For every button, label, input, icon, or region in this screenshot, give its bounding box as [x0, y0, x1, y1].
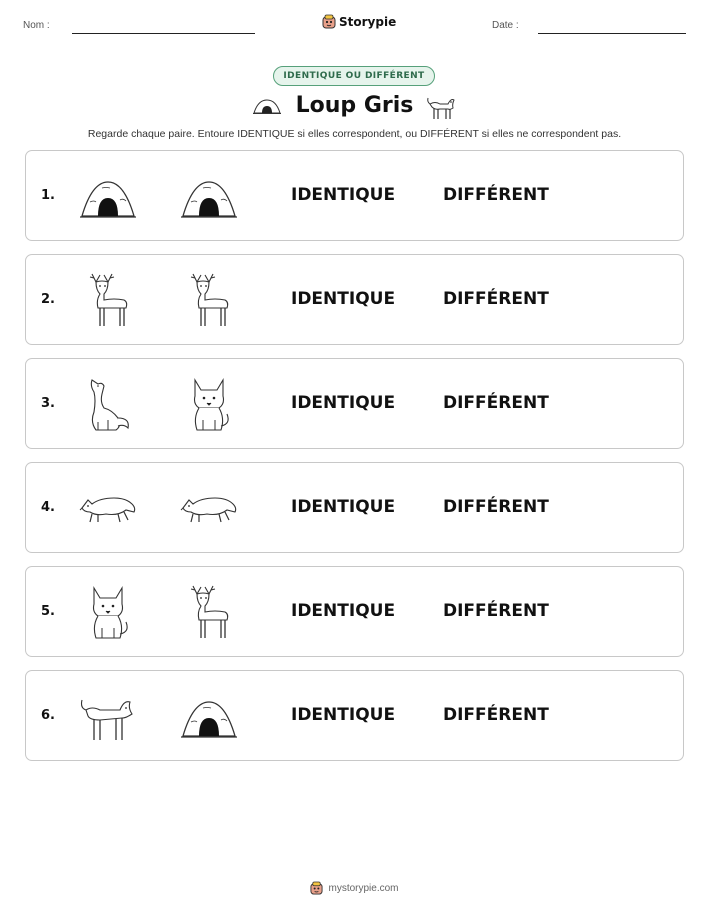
row-number: 1.	[41, 188, 55, 203]
standing-wolf-icon	[426, 92, 458, 122]
pair-row-1	[25, 150, 684, 241]
prowling-wolf-icon	[78, 478, 138, 538]
option-identique[interactable]: IDENTIQUE	[291, 497, 396, 517]
option-different[interactable]: DIFFÉRENT	[443, 601, 549, 621]
brand-name: Storypie	[339, 15, 397, 29]
deer-icon	[179, 270, 239, 330]
row-number: 5.	[41, 604, 55, 619]
row-number: 4.	[41, 500, 55, 515]
deer-icon	[78, 270, 138, 330]
option-different[interactable]: DIFFÉRENT	[443, 705, 549, 725]
activity-badge: IDENTIQUE OU DIFFÉRENT	[273, 66, 435, 86]
pair-row-6	[25, 670, 684, 761]
option-identique[interactable]: IDENTIQUE	[291, 185, 396, 205]
den-icon	[179, 686, 239, 746]
option-identique[interactable]: IDENTIQUE	[291, 705, 396, 725]
den-icon	[179, 166, 239, 226]
row-number: 3.	[41, 396, 55, 411]
sitting-wolf-pup-icon	[179, 374, 239, 434]
prowling-wolf-icon	[179, 478, 239, 538]
row-number: 2.	[41, 292, 55, 307]
name-label: Nom :	[23, 20, 50, 31]
pair-row-4	[25, 462, 684, 553]
option-different[interactable]: DIFFÉRENT	[443, 393, 549, 413]
standing-wolf-icon	[78, 686, 138, 746]
option-different[interactable]: DIFFÉRENT	[443, 497, 549, 517]
instructions: Regarde chaque paire. Entoure IDENTIQUE si elles correspondent, ou DIFFÉRENT si elles ne correspondent pas.	[87, 128, 622, 140]
option-different[interactable]: DIFFÉRENT	[443, 289, 549, 309]
pair-row-5	[25, 566, 684, 657]
page-title: Loup Gris	[295, 93, 414, 118]
deer-icon	[179, 582, 239, 642]
name-write-line[interactable]	[72, 33, 255, 34]
footer-url[interactable]: mystorypie.com	[328, 883, 399, 894]
pair-row-3	[25, 358, 684, 449]
date-write-line[interactable]	[538, 33, 686, 34]
footer	[0, 881, 709, 896]
storypie-logo-icon	[322, 14, 336, 30]
option-identique[interactable]: IDENTIQUE	[291, 393, 396, 413]
option-identique[interactable]: IDENTIQUE	[291, 289, 396, 309]
title-row	[0, 92, 709, 124]
den-icon	[78, 166, 138, 226]
brand-logo	[322, 14, 396, 30]
worksheet-header	[0, 14, 709, 44]
option-identique[interactable]: IDENTIQUE	[291, 601, 396, 621]
sitting-wolf-pup-icon	[78, 582, 138, 642]
pair-row-2	[25, 254, 684, 345]
row-number: 6.	[41, 708, 55, 723]
date-label: Date :	[492, 20, 519, 31]
howling-wolf-icon	[78, 374, 138, 434]
option-different[interactable]: DIFFÉRENT	[443, 185, 549, 205]
storypie-logo-icon	[310, 881, 323, 896]
